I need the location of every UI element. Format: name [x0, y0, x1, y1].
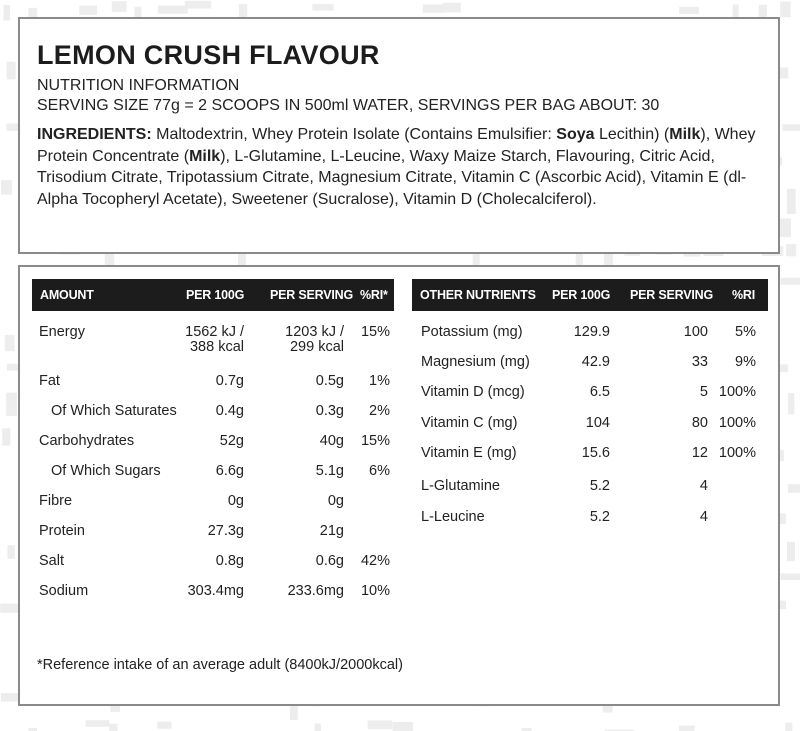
other-nutrients-header	[412, 279, 768, 311]
header-ri: %RI*	[360, 288, 388, 302]
other-nutrient-name: L-Leucine	[421, 509, 485, 525]
nutrient-name: Energy	[39, 324, 85, 340]
per-serving-value: 0.3g	[315, 403, 344, 419]
pattern-block	[788, 393, 794, 414]
ri-value: 2%	[369, 403, 390, 419]
per-serving-value: 5.1g	[315, 463, 344, 479]
header-per-100g: PER 100G	[552, 288, 611, 302]
pattern-block	[315, 724, 321, 731]
reference-intake-footnote: *Reference intake of an average adult (8400kJ/2000kcal)	[37, 657, 403, 673]
per-serving-value: 80	[691, 415, 708, 431]
ri-value: 5%	[735, 324, 756, 340]
pattern-block	[392, 722, 413, 731]
nutrient-name: Of Which Saturates	[51, 403, 177, 419]
ri-value: 1%	[369, 373, 390, 389]
per-100g-value: 27.3g	[207, 523, 244, 539]
ingredients-part: Lecithin) (	[594, 126, 670, 143]
per-100g-value: 0g	[227, 493, 244, 509]
pattern-block	[86, 720, 110, 727]
per-100g-value: 0.8g	[215, 553, 244, 569]
other-nutrient-name: Vitamin D (mcg)	[421, 384, 525, 400]
ri-value: 15%	[360, 433, 390, 449]
pattern-block	[786, 244, 796, 256]
pattern-block	[157, 722, 171, 729]
header-amount: AMOUNT	[40, 288, 94, 302]
header-per-serving: PER SERVING	[270, 288, 354, 302]
ri-value: 100%	[718, 384, 756, 400]
pattern-block	[788, 484, 800, 493]
pattern-block	[787, 542, 795, 562]
allergen-soya: Soya	[556, 126, 595, 143]
per-100g-value: 5.2	[589, 509, 610, 525]
pattern-block	[679, 7, 699, 14]
other-nutrient-name: L-Glutamine	[421, 478, 500, 494]
per-100g-value: 129.9	[573, 324, 610, 340]
ingredients-part: ), L-Glutamine, L-Leucine, Waxy Maize Starch, Flavouring, Citric Acid, Trisodium Citrate, Tripotassium Citrate, Magnesium Citrate, Vitamin C (Ascorbic Acid), Vitamin E (dl-Alpha Tocopheryl Acetate), Sweetener (Sucralose), Vitamin D (Cholecalciferol).	[37, 147, 747, 208]
ingredients-label: INGREDIENTS:	[37, 126, 152, 143]
pattern-block	[4, 5, 11, 20]
ri-value: 42%	[360, 553, 390, 569]
pattern-block	[780, 2, 790, 18]
pattern-block	[109, 724, 117, 731]
per-100g-value: 1562 kJ /	[185, 324, 244, 340]
per-serving-value: 40g	[319, 433, 344, 449]
pattern-block	[158, 5, 188, 13]
pattern-block	[781, 573, 800, 580]
other-nutrient-name: Potassium (mg)	[421, 324, 523, 340]
per-100g-value: 6.5	[589, 384, 610, 400]
per-100g-value: 15.6	[581, 445, 610, 461]
allergen-milk: Milk	[189, 147, 221, 165]
pattern-block	[7, 62, 16, 80]
per-100g-value: 0.4g	[215, 403, 244, 419]
product-info-panel	[18, 17, 780, 254]
pattern-block	[368, 720, 393, 729]
pattern-block	[1, 180, 12, 194]
pattern-block	[679, 726, 695, 731]
pattern-block	[443, 3, 461, 13]
per-serving-value: 299 kcal	[289, 339, 344, 355]
per-100g-value: 303.4mg	[187, 583, 244, 599]
nutrition-table-header	[32, 279, 394, 311]
pattern-block	[785, 723, 792, 731]
pattern-block	[112, 1, 127, 12]
header-per-serving: PER SERVING	[630, 288, 714, 302]
pattern-block	[780, 219, 791, 237]
nutrition-info-heading: NUTRITION INFORMATION	[37, 77, 240, 94]
nutrient-name: Sodium	[39, 583, 89, 599]
pattern-block	[79, 6, 97, 15]
nutrition-panel	[18, 265, 780, 706]
header-per-100g: PER 100G	[186, 288, 245, 302]
per-100g-value: 5.2	[589, 478, 610, 494]
nutrient-name: Of Which Sugars	[51, 463, 161, 479]
pattern-block	[781, 278, 800, 285]
product-title: LEMON CRUSH FLAVOUR	[37, 40, 380, 70]
ri-value: 100%	[718, 415, 756, 431]
pattern-block	[6, 393, 17, 416]
nutrient-name: Protein	[39, 523, 85, 539]
nutrient-name: Carbohydrates	[39, 433, 135, 449]
serving-size-line: SERVING SIZE 77g = 2 SCOOPS IN 500ml WATER, SERVINGS PER BAG ABOUT: 30	[37, 97, 660, 114]
per-serving-value: 0.6g	[315, 553, 344, 569]
per-serving-value: 100	[683, 324, 708, 340]
per-serving-value: 4	[699, 478, 708, 494]
ri-value: 10%	[360, 583, 390, 599]
per-100g-value: 42.9	[581, 354, 610, 370]
per-serving-value: 5	[699, 384, 708, 400]
per-serving-value: 12	[691, 445, 708, 461]
per-serving-value: 0g	[327, 493, 344, 509]
per-serving-value: 233.6mg	[287, 583, 344, 599]
per-100g-value: 0.7g	[215, 373, 244, 389]
other-nutrient-name: Magnesium (mg)	[421, 354, 530, 370]
ri-value: 15%	[360, 324, 390, 340]
ri-value: 100%	[718, 445, 756, 461]
other-nutrient-name: Vitamin E (mg)	[421, 445, 517, 461]
per-100g-value: 6.6g	[215, 463, 244, 479]
ri-value: 6%	[369, 463, 390, 479]
allergen-milk: Milk	[669, 126, 701, 143]
per-100g-value: 52g	[219, 433, 244, 449]
ingredients-text	[37, 124, 759, 210]
per-serving-value: 33	[691, 354, 708, 370]
per-100g-value: 388 kcal	[189, 339, 244, 355]
per-serving-value: 4	[699, 509, 708, 525]
pattern-block	[423, 5, 445, 13]
nutrient-name: Fat	[39, 373, 60, 389]
per-serving-value: 21g	[319, 523, 344, 539]
ri-value: 9%	[735, 354, 756, 370]
pattern-block	[7, 545, 14, 559]
ingredients-part: ), Whey Protein Concentrate (	[37, 126, 756, 165]
header-other-nutrients: OTHER NUTRIENTS	[420, 288, 536, 302]
per-serving-value: 0.5g	[315, 373, 344, 389]
nutrient-name: Salt	[39, 553, 64, 569]
ingredients-part: Maltodextrin, Whey Protein Isolate (Contains Emulsifier:	[151, 126, 557, 143]
header-ri: %RI	[732, 288, 756, 302]
pattern-block	[787, 189, 796, 214]
per-100g-value: 104	[585, 415, 610, 431]
pattern-block	[185, 1, 211, 9]
pattern-block	[5, 335, 15, 351]
other-nutrient-name: Vitamin C (mg)	[421, 415, 518, 431]
per-serving-value: 1203 kJ /	[285, 324, 344, 340]
pattern-block	[782, 124, 800, 131]
nutrient-name: Fibre	[39, 493, 73, 509]
pattern-block	[312, 4, 333, 10]
pattern-block	[2, 428, 10, 445]
